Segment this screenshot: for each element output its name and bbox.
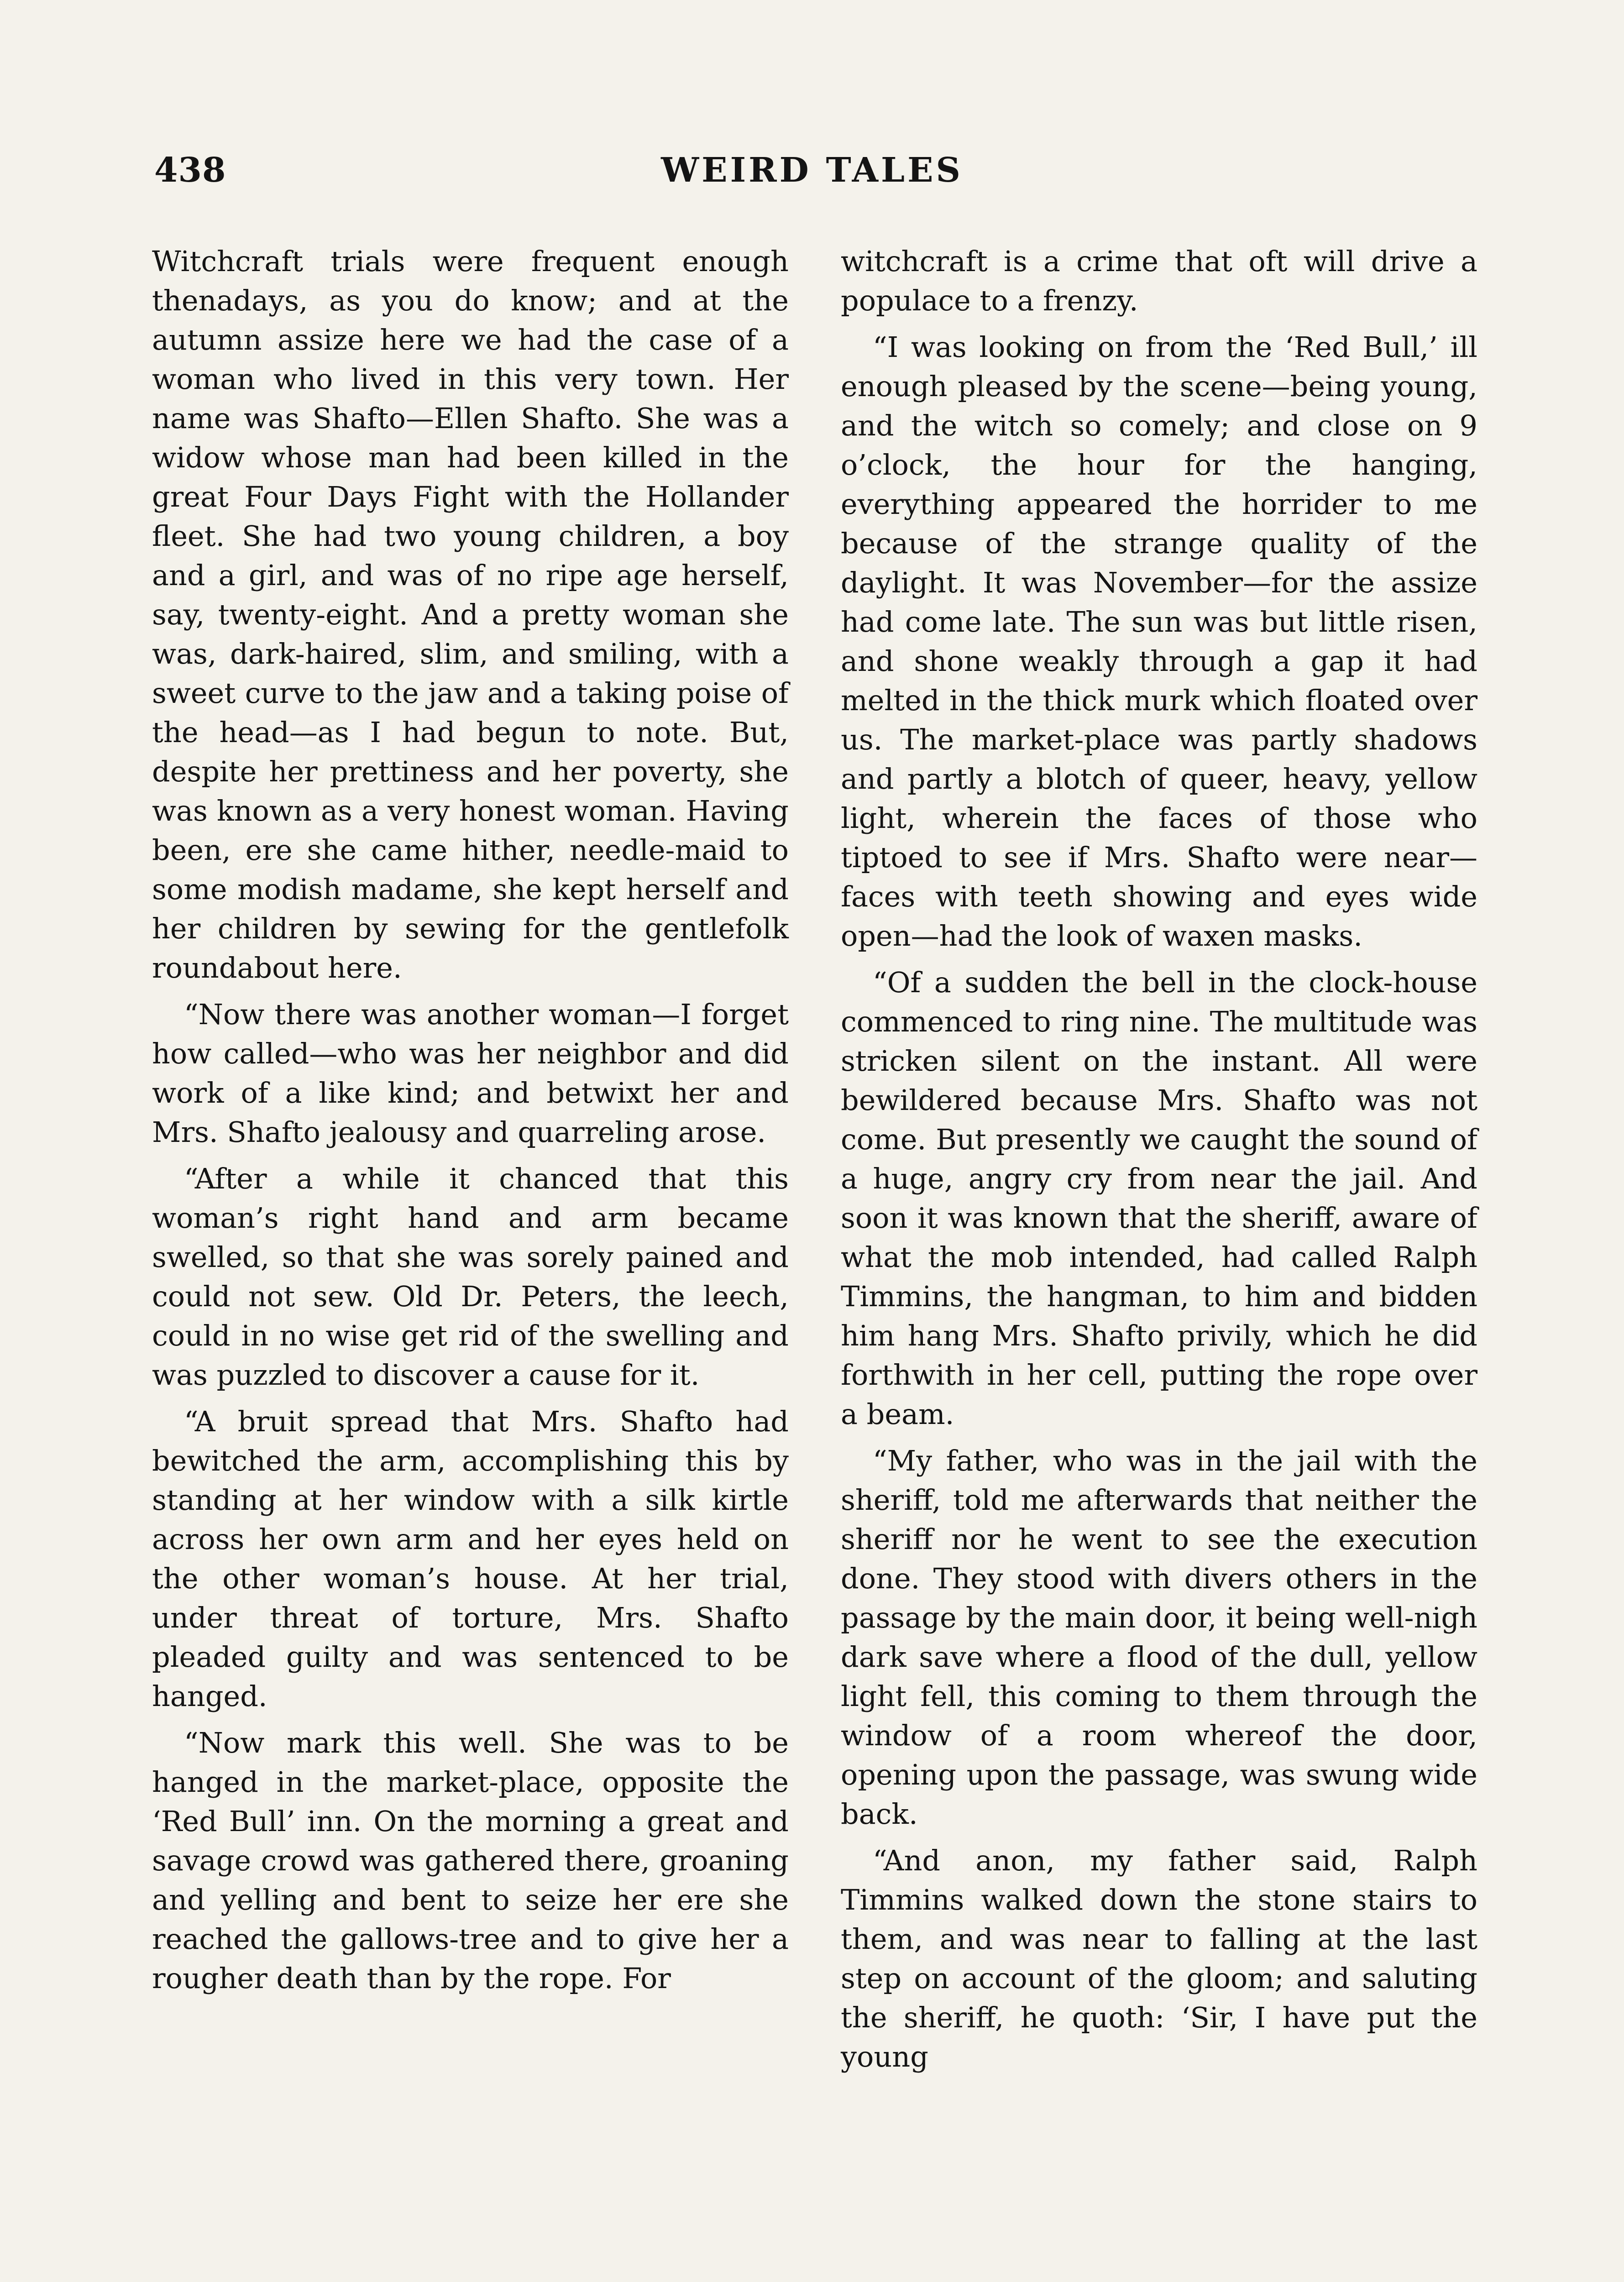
left-column [152,242,789,2005]
running-title: WEIRD TALES [661,151,963,190]
paragraph: “I was looking on from the ‘Red Bull,’ ill enough pleased by the scene—being young, and the witch so comely; and close on 9 o’clock, the hour for the hanging, everything appeared the horrider to me because of the strange quality of the daylight. It was November—for the assize had come late. The sun was but little risen, and shone weakly through a gap it had melted in the thick murk which floated over us. The market-place was partly shadows and partly a blotch of queer, heavy, yellow light, wherein the faces of those who tiptoed to see if Mrs. Shafto were near—faces with teeth showing and eyes wide open—had the look of waxen masks. [841,330,1477,953]
paragraph: “After a while it chanced that this woman’s right hand and arm became swelled, so that she was sorely pained and could not sew. Old Dr. Peters, the leech, could in no wise get rid of the swelling and was puzzled to discover a cause for it. [152,1162,789,1392]
page-number: 438 [154,151,226,190]
right-column [841,242,1477,2084]
paragraph: “My father, who was in the jail with the sheriff, told me afterwards that neither the sheriff nor he went to see the execution done. They stood with divers others in the passage by the main door, it being well-nigh dark save where a flood of the dull, yellow light fell, this coming to them through the window of a room whereof the door, opening upon the passage, was swung wide back. [841,1444,1477,1831]
paragraph: “A bruit spread that Mrs. Shafto had bewitched the arm, accomplishing this by standing at her window with a silk kirtle across her own arm and her eyes held on the other woman’s house. At her trial, under threat of torture, Mrs. Shafto pleaded guilty and was sentenced to be hanged. [152,1405,789,1713]
paragraph: Witchcraft trials were frequent enough thenadays, as you do know; and at the autumn assize here we had the case of a woman who lived in this very town. Her name was Shafto—Ellen Shafto. She was a widow whose man had been killed in the great Four Days Fight with the Hollander fleet. She had two young children, a boy and a girl, and was of no ripe age herself, say, twenty-eight. And a pretty woman she was, dark-haired, slim, and smiling, with a sweet curve to the jaw and a taking poise of the head—as I had begun to note. But, despite her prettiness and her poverty, she was known as a very honest woman. Having been, ere she came hither, needle-maid to some modish madame, she kept herself and her children by sewing for the gentlefolk roundabout here. [152,245,789,984]
paragraph: “Now mark this well. She was to be hanged in the market-place, opposite the ‘Red Bull’ inn. On the morning a great and savage crowd was gathered there, groaning and yelling and bent to seize her ere she reached the gallows-tree and to give her a rougher death than by the rope. For [152,1726,789,1995]
paragraph: “And anon, my father said, Ralph Timmins walked down the stone stairs to them, and was near to falling at the last step on account of the gloom; and saluting the sheriff, he quoth: ‘Sir, I have put the young [841,1844,1477,2073]
paragraph: “Of a sudden the bell in the clock-house commenced to ring nine. The multitude was stricken silent on the instant. All were bewildered because Mrs. Shafto was not come. But presently we caught the sound of a huge, angry cry from near the jail. And soon it was known that the sheriff, aware of what the mob intended, had called Ralph Timmins, the hangman, to him and bidden him hang Mrs. Shafto privily, which he did forthwith in her cell, putting the rope over a beam. [841,966,1477,1431]
paragraph: “Now there was another woman—I forget how called—who was her neighbor and did work of a like kind; and betwixt her and Mrs. Shafto jealousy and quarreling arose. [152,998,789,1149]
paragraph: witchcraft is a crime that oft will drive a populace to a frenzy. [841,245,1477,317]
